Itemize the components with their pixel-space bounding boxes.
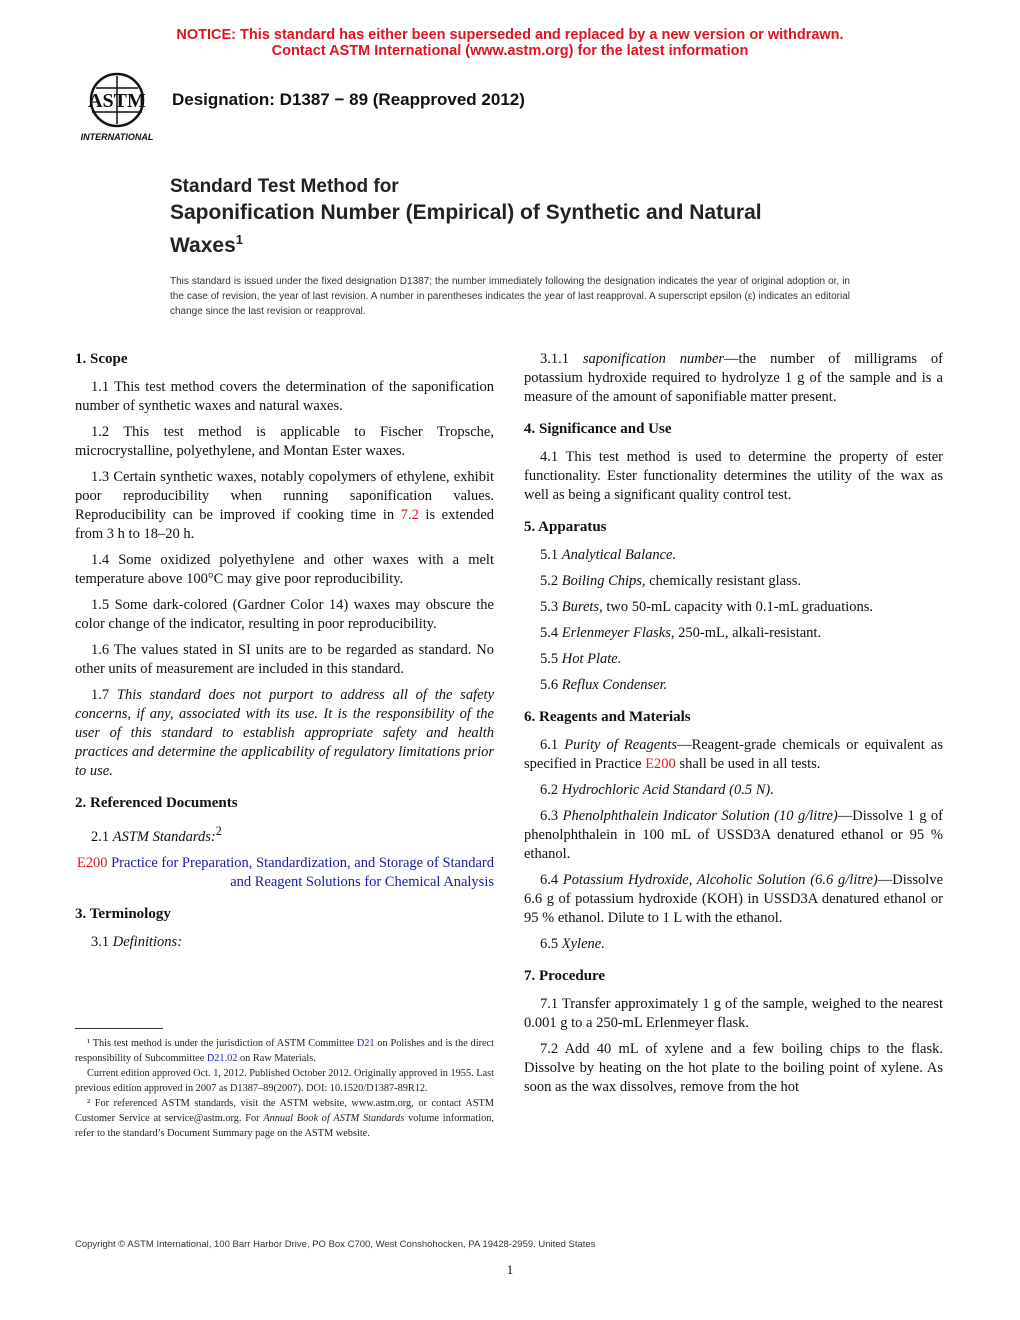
footnote-1-text-b: on Polishes and is the direct responsibility of Subcommittee bbox=[75, 1038, 494, 1064]
para-5-2 bbox=[524, 572, 943, 591]
section-7-2-link[interactable]: 7.2 bbox=[400, 507, 419, 523]
para-2-1 bbox=[75, 822, 494, 847]
footnote-1-edition: Current edition approved Oct. 1, 2012. Published October 2012. Originally approved in 1955. Last previous edition approved in 2007 as D1387–89(2007). DOI: 10.1520/D1387-89R12. bbox=[75, 1068, 494, 1094]
para-6-3-text: —Dissolve 1 g of phenolphthalein in 100 mL of USSD3A denatured ethanol or 95 % ethanol. bbox=[524, 808, 943, 862]
para-6-5 bbox=[524, 935, 943, 954]
para-5-5-num: 5.5 bbox=[540, 651, 562, 667]
para-5-4 bbox=[524, 624, 943, 643]
para-1-3-text-b: is extended from 3 h to 18–20 h. bbox=[75, 507, 495, 542]
para-6-1-text-a: —Reagent-grade chemicals or equivalent as specified in Practice bbox=[524, 737, 944, 772]
title-line-2: Saponification Number (Empirical) of Synthetic and Natural bbox=[170, 201, 762, 224]
para-1-3 bbox=[75, 468, 494, 544]
notice-line-1: NOTICE: This standard has either been superseded and replaced by a new version or withdrawn. bbox=[176, 27, 844, 43]
para-6-3-num: 6.3 bbox=[540, 808, 563, 824]
astm-logo bbox=[72, 70, 162, 144]
para-3-1-1-term: saponification number bbox=[582, 351, 725, 367]
reference-e200-title[interactable]: Practice for Preparation, Standardization, and Storage of Standard and Reagent Solutions for Chemical Analysis bbox=[107, 854, 494, 890]
para-6-1 bbox=[524, 736, 943, 774]
para-7-2: 7.2 Add 40 mL of xylene and a few boiling chips to the flask. Dissolve by heating on the hot plate to the boiling point of xylene. As soon as the wax dissolves, remove from the hot bbox=[524, 1041, 943, 1095]
footnote-divider bbox=[75, 1028, 163, 1029]
para-1-1: 1.1 This test method covers the determination of the saponification number of synthetic waxes and natural waxes. bbox=[75, 379, 494, 414]
para-5-1-text: Analytical Balance. bbox=[561, 547, 677, 563]
footnote-1-text-c: on Raw Materials. bbox=[237, 1053, 316, 1064]
para-5-3 bbox=[524, 598, 943, 617]
section-heading-referenced-documents: 2. Referenced Documents bbox=[75, 795, 238, 811]
para-6-5-text: Xylene. bbox=[561, 936, 605, 952]
para-1-7 bbox=[75, 686, 494, 781]
para-6-1-num: 6.1 bbox=[540, 737, 565, 753]
para-5-2-text: chemically resistant glass. bbox=[645, 573, 801, 589]
para-5-2-term: Boiling Chips, bbox=[561, 573, 646, 589]
para-1-4: 1.4 Some oxidized polyethylene and other waxes with a melt temperature above 100°C may give poor reproducibility. bbox=[75, 552, 494, 587]
para-7-1: 7.1 Transfer approximately 1 g of the sample, weighed to the nearest 0.001 g to a 250-mL Erlenmeyer flask. bbox=[524, 996, 943, 1031]
para-2-1-num: 2.1 bbox=[91, 828, 113, 845]
para-6-2 bbox=[524, 781, 943, 800]
section-heading-significance: 4. Significance and Use bbox=[524, 421, 672, 437]
para-5-3-num: 5.3 bbox=[540, 599, 562, 615]
para-4-1: 4.1 This test method is used to determine the property of ester functionality. Ester functionality determines the utility of the wax as well as being a significant quality control test. bbox=[524, 449, 943, 503]
section-heading-apparatus: 5. Apparatus bbox=[524, 519, 607, 535]
para-5-6-num: 5.6 bbox=[540, 677, 562, 693]
title-line-1: Standard Test Method for bbox=[170, 176, 399, 197]
para-6-4-text: —Dissolve 6.6 g of potassium hydroxide (KOH) in USSD3A denatured ethanol or 95 % ethanol. Dilute to 1 L with the ethanol. bbox=[524, 872, 943, 926]
footnote-2-text-a: ² For referenced ASTM standards, visit the ASTM website, www.astm.org, or contact ASTM Customer Service at service@astm.org. For bbox=[75, 1098, 494, 1124]
document-title bbox=[170, 175, 870, 259]
para-6-4-num: 6.4 bbox=[540, 872, 563, 888]
para-5-6-text: Reflux Condenser. bbox=[561, 677, 668, 693]
para-1-3-text-a: 1.3 Certain synthetic waxes, notably copolymers of ethylene, exhibit poor reproducibility when running saponification values. Reproducibility can be improved if cooking time in bbox=[75, 469, 494, 523]
copyright-line: Copyright © ASTM International, 100 Barr Harbor Drive, PO Box C700, West Conshohocken, PA 19428-2959. United States bbox=[75, 1239, 596, 1250]
right-column bbox=[524, 350, 943, 1104]
para-6-4 bbox=[524, 871, 943, 928]
para-6-1-term: Purity of Reagents bbox=[564, 737, 678, 753]
para-5-1-num: 5.1 bbox=[540, 547, 562, 563]
title-line-3 bbox=[170, 226, 870, 259]
withdrawal-notice bbox=[0, 27, 1020, 59]
para-1-6: 1.6 The values stated in SI units are to be regarded as standard. No other units of measurement are included in this standard. bbox=[75, 642, 494, 677]
para-6-4-term: Potassium Hydroxide, Alcoholic Solution bbox=[562, 872, 806, 888]
title-line-3-text: Waxes bbox=[170, 234, 236, 257]
para-5-6 bbox=[524, 676, 943, 695]
section-heading-scope: 1. Scope bbox=[75, 351, 128, 367]
para-5-3-term: Burets, bbox=[561, 599, 603, 615]
para-3-1-num: 3.1 bbox=[91, 933, 113, 950]
page-number: 1 bbox=[506, 1262, 514, 1277]
section-heading-reagents: 6. Reagents and Materials bbox=[524, 709, 691, 725]
para-3-1-1-num: 3.1.1 bbox=[540, 351, 583, 367]
para-5-2-num: 5.2 bbox=[540, 573, 562, 589]
para-1-7-num: 1.7 bbox=[91, 687, 117, 703]
footnote-2-text-b: volume information, refer to the standard’s Document Summary page on the ASTM website. bbox=[75, 1113, 494, 1139]
para-6-4-concentration: (6.6 g/litre) bbox=[805, 872, 878, 888]
para-3-1-text: Definitions: bbox=[112, 933, 183, 950]
para-1-5: 1.5 Some dark-colored (Gardner Color 14) waxes may obscure the color change of the indicator, resulting in poor reproducibility. bbox=[75, 597, 494, 632]
para-6-5-num: 6.5 bbox=[540, 936, 562, 952]
footnote-1 bbox=[75, 1036, 494, 1066]
para-5-4-text: 250-mL, alkali-resistant. bbox=[674, 625, 822, 641]
reference-e200[interactable] bbox=[75, 854, 494, 892]
issued-note: This standard is issued under the fixed designation D1387; the number immediately following the designation indicates the year of original adoption or, in the case of revision, the year of last revision. A number in parentheses indicates the year of last reapproval. A superscript epsilon (ε) indicates an editorial change since the last revision or reapproval. bbox=[170, 276, 850, 317]
para-1-2: 1.2 This test method is applicable to Fischer Tropsche, microcrystalline, polyethylene, and Montan Ester waxes. bbox=[75, 424, 494, 459]
para-1-7-text: This standard does not purport to address all of the safety concerns, if any, associated with its use. It is the responsibility of the user of this standard to establish appropriate safety and health practices and determine the applicability of regulatory limitations prior to use. bbox=[75, 687, 495, 779]
committee-d21-link[interactable]: D21 bbox=[356, 1038, 375, 1049]
subcommittee-d21-02-link[interactable]: D21.02 bbox=[206, 1053, 238, 1064]
para-5-1 bbox=[524, 546, 943, 565]
para-5-5-text: Hot Plate. bbox=[561, 651, 622, 667]
para-5-3-text: two 50-mL capacity with 0.1-mL graduations. bbox=[602, 599, 874, 615]
left-column bbox=[75, 350, 494, 959]
section-heading-terminology: 3. Terminology bbox=[75, 905, 171, 922]
section-heading-procedure: 7. Procedure bbox=[524, 968, 606, 984]
practice-e200-link[interactable]: E200 bbox=[645, 756, 676, 772]
para-3-1-1 bbox=[524, 350, 943, 407]
para-3-1 bbox=[75, 933, 494, 952]
para-5-5 bbox=[524, 650, 943, 669]
para-6-2-text: Hydrochloric Acid Standard (0.5 N). bbox=[561, 782, 774, 798]
footnote-2 bbox=[75, 1096, 494, 1141]
notice-line-2: Contact ASTM International (www.astm.org) for the latest information bbox=[271, 43, 749, 59]
reference-e200-code[interactable]: E200 bbox=[76, 854, 108, 871]
para-5-4-num: 5.4 bbox=[540, 625, 562, 641]
para-6-3 bbox=[524, 807, 943, 864]
title-footnote-mark: 1 bbox=[235, 232, 243, 247]
para-3-1-1-text: —the number of milligrams of potassium hydroxide required to hydrolyze 1 g of the sample and is a measure of the amount of saponifiable matter present. bbox=[524, 351, 944, 405]
para-5-4-term: Erlenmeyer Flasks, bbox=[561, 625, 675, 641]
footnotes bbox=[75, 1036, 494, 1141]
logo-subtext: INTERNATIONAL bbox=[80, 132, 154, 142]
para-2-1-text: ASTM Standards: bbox=[112, 828, 216, 845]
astm-logo-icon bbox=[72, 70, 162, 144]
logo-text: ASTM bbox=[88, 90, 146, 112]
footnote-2-italic: Annual Book of ASTM Standards bbox=[263, 1113, 405, 1124]
designation: Designation: D1387 − 89 (Reapproved 2012) bbox=[172, 90, 525, 109]
para-6-3-term: Phenolphthalein Indicator Solution (10 g/litre) bbox=[562, 808, 838, 824]
para-6-1-text-b: shall be used in all tests. bbox=[675, 756, 821, 772]
footnote-1-text-a: ¹ This test method is under the jurisdiction of ASTM Committee bbox=[87, 1038, 357, 1049]
para-6-2-num: 6.2 bbox=[540, 782, 562, 798]
para-2-1-sup: 2 bbox=[215, 824, 222, 838]
